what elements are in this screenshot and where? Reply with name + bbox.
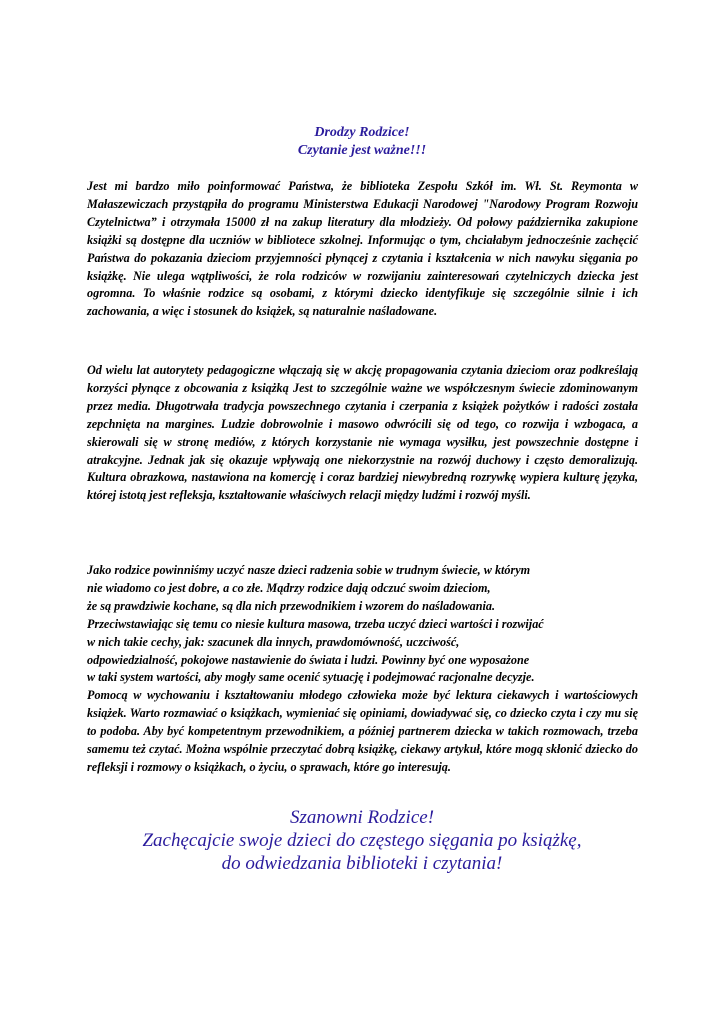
letter-heading <box>0 124 724 160</box>
paragraph-3-line: w nich takie cechy, jak: szacunek dla innych, prawdomówność, uczciwość, <box>87 634 460 649</box>
closing-line-2: Zachęcajcie swoje dzieci do częstego sięgania po książkę, <box>142 830 582 851</box>
subtitle: Czytanie jest ważne!!! <box>297 143 427 158</box>
paragraph-1: Jest mi bardzo miło poinformować Państwa, że biblioteka Zespołu Szkół im. Wł. St. Reymonta w Małaszewiczach przystąpiła do programu Ministerstwa Edukacji Narodowej "Narodowy Program Rozwoju Czytelnictwa” i otrzymała 15000 zł na zakup literatury dla młodzieży. Od połowy października zakupione książki są dostępne dla uczniów w bibliotece szkolnej. Informując o tym, chciałabym jednocześnie zachęcić Państwa do pokazania dzieciom przyjemności płynącej z czytania i kształcenia w nich nawyku sięgania po książkę. Nie ulega wątpliwości, że rola rodziców w rozwijaniu zainteresowań czytelniczych dziecka jest ogromna. To właśnie rodzice są osobami, z którymi dziecko identyfikuje się szczególnie silnie i ich zachowania, a więc i stosunek do książek, są naturalnie naśladowane. <box>87 179 638 319</box>
closing-appeal <box>0 806 724 875</box>
paragraph-3-line: Przeciwstawiając się temu co niesie kultura masowa, trzeba uczyć dzieci wartości i rozwijać <box>87 616 544 631</box>
paragraph-3-line: w taki system wartości, aby mogły same ocenić sytuację i podejmować racjonalne decyzje. <box>87 670 535 685</box>
paragraph-3-line: Jako rodzice powinniśmy uczyć nasze dzieci radzenia sobie w trudnym świecie, w którym <box>87 563 531 577</box>
closing-line-3: do odwiedzania biblioteki i czytania! <box>221 853 503 874</box>
paragraph-3 <box>87 562 638 687</box>
paragraph-3-line: odpowiedzialność, pokojowe nastawienie do świata i ludzi. Powinny być one wyposażone <box>87 652 530 667</box>
greeting: Drodzy Rodzice! <box>314 125 410 140</box>
paragraph-4: Pomocą w wychowaniu i kształtowaniu młodego człowieka może być lektura ciekawych i wartościowych książek. Warto rozmawiać o książkach, wymieniać się opiniami, dowiadywać się, co dziecko czyta i czy mu się to podoba. Aby być kompetentnym przewodnikiem, a później partnerem dziecka w takich rozmowach, trzeba samemu też czytać. Można wspólnie przeczytać dobrą książkę, ciekawy artykuł, które mogą skłonić dziecko do refleksji i rozmowy o książkach, o życiu, o sprawach, które go interesują. <box>87 688 638 774</box>
paragraph-2: Od wielu lat autorytety pedagogiczne włączają się w akcję propagowania czytania dzieciom oraz podkreślają korzyści płynące z obcowania z książką Jest to szczególnie ważne we współczesnym świecie zdominowanym przez media. Długotrwała tradycja powszechnego czytania i czerpania z książek pożytków i radości została zepchnięta na margines. Ludzie dobrowolnie i masowo odwrócili się od tego, co rozwija i wzbogaca, a skierowali się w stronę mediów, z których korzystanie nie wymaga wysiłku, jest powszechnie dostępne i atrakcyjne. Jednak jak się okazuje wpływają one niekorzystnie na rozwój duchowy i często demoralizują. Kultura obrazkowa, nastawiona na komercję i coraz bardziej niewybredną rozrywkę wypiera kulturę języka, której istotą jest refleksja, kształtowanie właściwych relacji między ludźmi i rozwój myśli. <box>87 363 638 503</box>
paragraph-3-line: że są prawdziwie kochane, są dla nich przewodnikiem i wzorem do naśladowania. <box>87 598 495 613</box>
closing-salutation: Szanowni Rodzice! <box>289 807 435 828</box>
paragraph-3-line: nie wiadomo co jest dobre, a co złe. Mądrzy rodzice dają odczuć swoim dzieciom, <box>87 580 491 595</box>
